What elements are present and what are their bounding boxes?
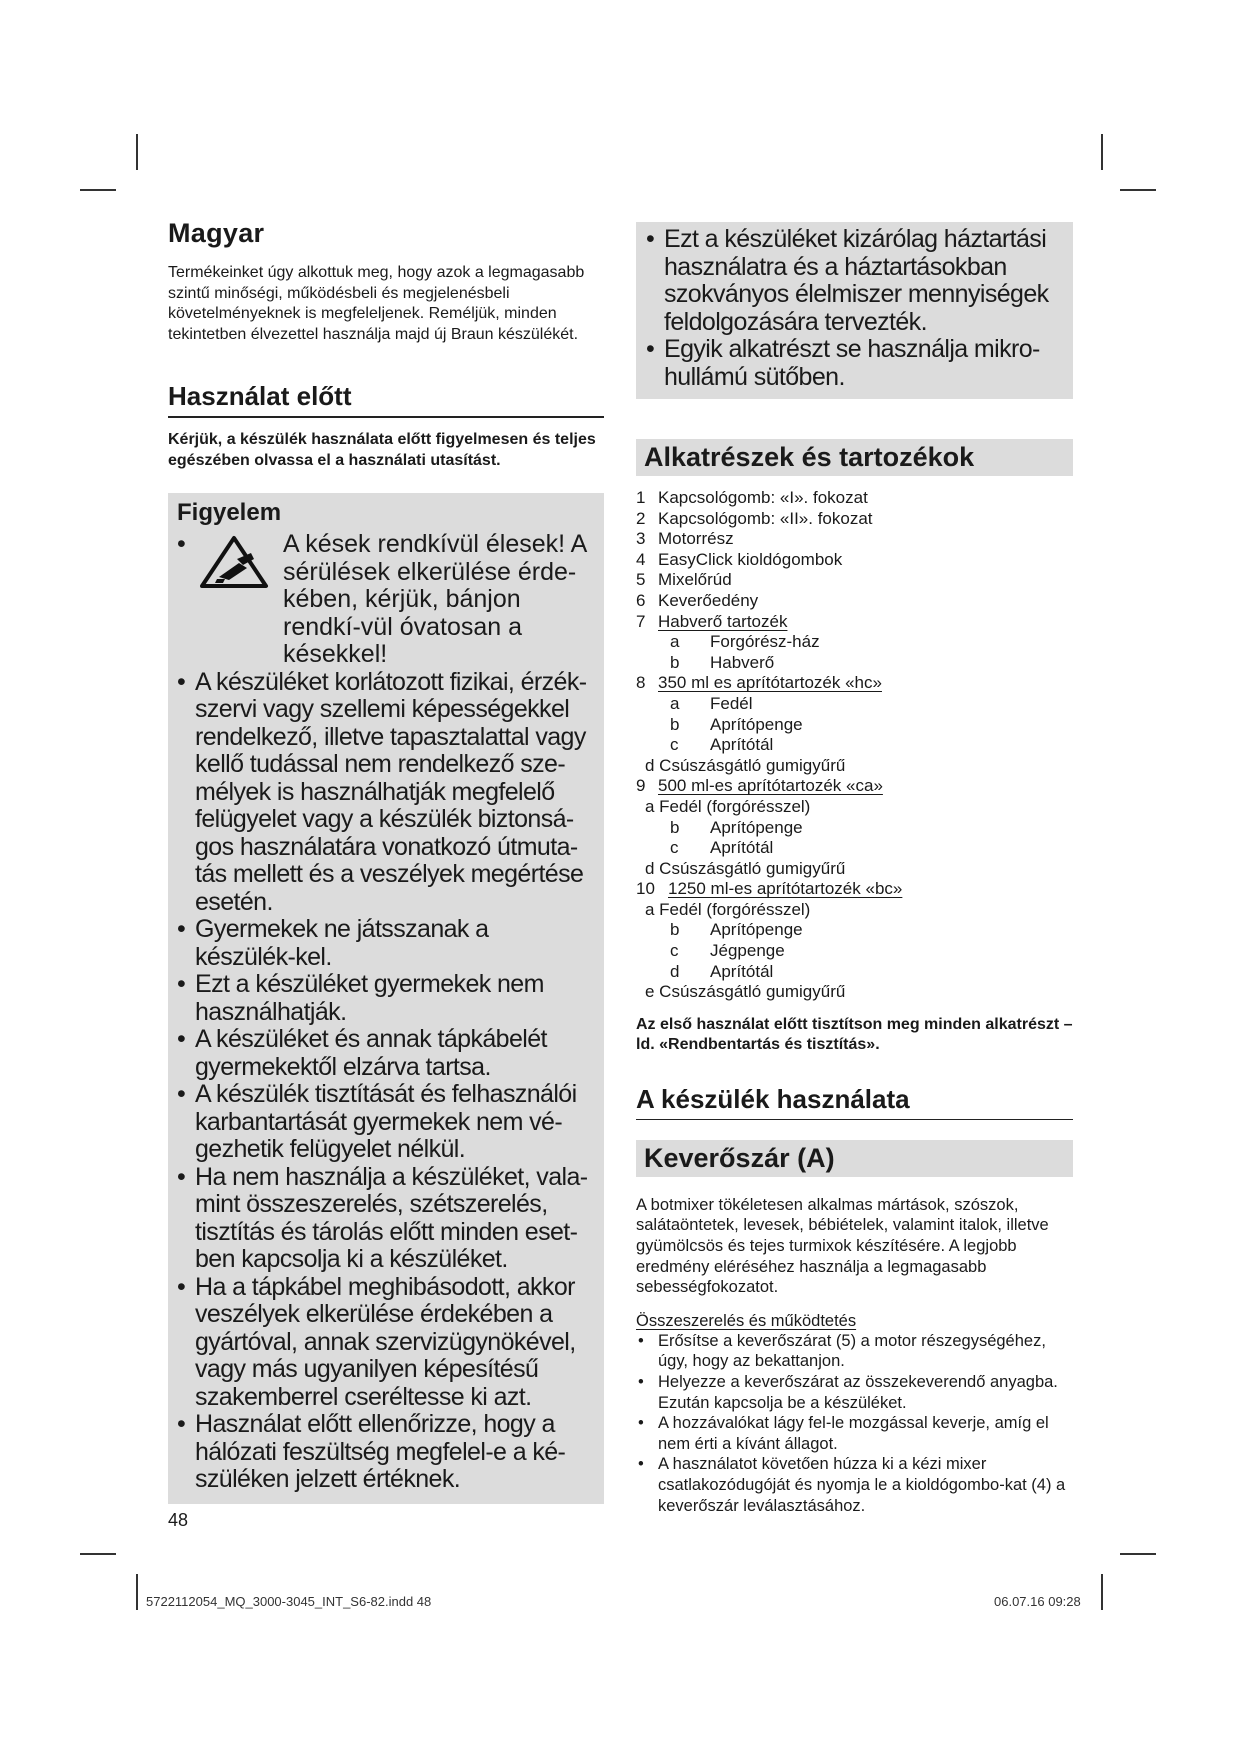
- warning-item-text: A készüléket és annak tápkábelét gyermekektől elzárva tartsa.: [195, 1025, 547, 1081]
- warning-item: • A készülék tisztítását és felhasználói karbantartását gyermekek nem vé-gezhetik felügyelet nélkül.: [177, 1081, 594, 1164]
- assembly-label: Összeszerelés és működtetés: [636, 1311, 857, 1330]
- warning-box: [168, 493, 604, 1504]
- crop-mark: [1120, 189, 1156, 191]
- warning-item: • Használat előtt ellenőrizze, hogy a hálózati feszültség megfelel-e a ké-szüléken jelzett értéknek.: [177, 1411, 594, 1494]
- assembly-list: [636, 1331, 1073, 1516]
- list-subitem: a Fedél (forgórésszel): [645, 899, 811, 919]
- warning-title: Figyelem: [177, 499, 282, 526]
- warning-item: • A készüléket korlátozott fizikai, érzék-szervi vagy szellemi képességekkel rendelkező, illetve tapasztalattal vagy kellő tudással nem rendelkező sze-mélyek is használhatják megfelelő felügyelet vagy a készülék biztonsá-gos használatára vonatkozó útmuta-tás mellett és a veszélyek megértése esetén.: [177, 669, 594, 917]
- list-item: 3 Motorrész: [636, 529, 734, 549]
- list-subitem: a Fedél: [670, 693, 753, 713]
- parts-heading: Alkatrészek és tartozékok: [636, 439, 1073, 476]
- before-use-text: Kérjük, a készülék használata előtt figyelmesen és teljes egészében olvassa el a használati utasítást.: [168, 431, 596, 469]
- list-subitem: d Csúszásgátló gumigyűrű: [645, 755, 846, 775]
- list-subitem: e Csúszásgátló gumigyűrű: [645, 982, 846, 1002]
- list-item: 5 Mixelőrúd: [636, 570, 732, 590]
- list-subitem: c Aprítótál: [670, 838, 774, 858]
- crop-mark: [80, 1553, 116, 1555]
- warning-item-text: Ezt a készüléket gyermekek nem használhatják.: [195, 970, 544, 1026]
- page-number: 48: [168, 1510, 189, 1530]
- footer-file: 5722112054_MQ_3000-3045_INT_S6-82.indd 48: [146, 1594, 432, 1609]
- list-subitem: b Habverő: [670, 652, 775, 672]
- list-item: 1 Kapcsológomb: «I». fokozat: [636, 488, 868, 507]
- list-subitem: d Csúszásgátló gumigyűrű: [645, 858, 846, 878]
- warning-item: • Ha nem használja a készüléket, vala-mint összeszerelés, szétszerelés, tisztítás és tárolás előtt minden eset-ben kapcsolja ki a készüléket.: [177, 1164, 594, 1274]
- before-use-heading: Használat előtt: [168, 381, 604, 418]
- parts-list: [636, 488, 1073, 1003]
- list-subitem: b Aprítópenge: [670, 817, 803, 837]
- warning-item-text: A készülék tisztítását és felhasználói karbantartását gyermekek nem vé-gezhetik felügyelet nélkül.: [195, 1080, 577, 1163]
- blender-heading: Keverőszár (A): [636, 1140, 1073, 1177]
- crop-mark: [80, 189, 116, 191]
- warning-item-text: Ezt a készüléket kizárólag háztartási használatra és a háztartásokban szokványos élelmiszer mennyiségek feldolgozására tervezték.: [664, 225, 1049, 336]
- list-item: 10 1250 ml-es aprítótartozék «bc»: [636, 879, 903, 899]
- crop-mark: [1101, 1574, 1103, 1610]
- list-item: 8 350 ml es aprítótartozék «hc»: [636, 673, 882, 693]
- blender-paragraph: A botmixer tökéletesen alkalmas mártások, szószok, salátaöntetek, levesek, bébiételek, valamint italok, illetve gyümölcsös és tejes turmixok készítésére. A legjobb eredmény eléréséhez használja a legmagasabb sebességfokozatot.: [636, 1195, 1049, 1297]
- list-subitem: a Forgórész-ház: [670, 632, 820, 652]
- bullet: •: [177, 530, 186, 558]
- crop-mark: [1120, 1553, 1156, 1555]
- footer-date: 06.07.16 09:28: [994, 1594, 1081, 1609]
- list-item: 6 Keverőedény: [636, 590, 759, 610]
- warning-item-text: Egyik alkatrészt se használja mikro-hullámú sütőben.: [664, 335, 1040, 391]
- list-subitem: b Aprítópenge: [670, 714, 803, 734]
- warning-item: • Gyermekek ne játsszanak a készülék-kel.: [177, 916, 594, 971]
- list-item: • A hozzávalókat lágy fel-le mozgással keverje, amíg el nem érti a kívánt állagot.: [638, 1414, 1049, 1453]
- cleaning-note: Az első használat előtt tisztítson meg minden alkatrészt – ld. «Rendbentartás és tisztítás».: [636, 1015, 1073, 1054]
- usage-warning-box: [636, 222, 1073, 399]
- warning-item: • Egyik alkatrészt se használja mikro-hullámú sütőben.: [646, 336, 1063, 391]
- right-column: [636, 222, 1073, 1516]
- warning-item: • Ezt a készüléket gyermekek nem használhatják.: [177, 971, 594, 1026]
- list-subitem: c Aprítótál: [670, 735, 774, 755]
- language-title: Magyar: [168, 218, 265, 248]
- list-item: 7 Habverő tartozék: [636, 611, 788, 631]
- warning-item: • Ha a tápkábel meghibásodott, akkor veszélyek elkerülése érdekében a gyártóval, annak szervizügynökével, vagy más ugyanilyen képesítésű szakemberrel cseréltesse ki azt.: [177, 1274, 594, 1412]
- sharp-blade-warning-icon: [195, 531, 283, 669]
- warning-item-text: A kések rendkívül élesek! A sérülések elkerülése érde-kében, kérjük, bánjon rendkí-vül óvatosan a késekkel!: [283, 530, 586, 668]
- crop-mark: [1101, 134, 1103, 170]
- crop-mark: [136, 134, 138, 170]
- warning-item-text: Ha nem használja a készüléket, vala-mint összeszerelés, szétszerelés, tisztítás és tárolás előtt minden eset-ben kapcsolja ki a készüléket.: [195, 1162, 588, 1273]
- warning-item-text: Használat előtt ellenőrizze, hogy a hálózati feszültség megfelel-e a ké-szüléken jelzett értéknek.: [195, 1410, 566, 1493]
- warning-item: • Ezt a készüléket kizárólag háztartási használatra és a háztartásokban szokványos élelmiszer mennyiségek feldolgozására tervezték.: [646, 226, 1063, 336]
- list-item: • Erősítse a keverőszárat (5) a motor részegységéhez, úgy, hogy az bekattanjon.: [638, 1331, 1046, 1371]
- list-subitem: b Aprítópenge: [670, 920, 803, 940]
- left-column: [168, 218, 604, 1504]
- warning-item-text: Gyermekek ne játsszanak a készülék-kel.: [195, 915, 489, 971]
- warning-item-text: A készüléket korlátozott fizikai, érzék-szervi vagy szellemi képességekkel rendelkező, illetve tapasztalattal vagy kellő tudással nem rendelkező sze-mélyek is használhatják megfelelő felügyelet vagy a készülék biztonsá-gos használatára vonatkozó útmuta-tás mellett és a veszélyek megértése esetén.: [195, 667, 587, 916]
- warning-item-text: Ha a tápkábel meghibásodott, akkor veszélyek elkerülése érdekében a gyártóval, annak szervizügynökével, vagy más ugyanilyen képesítésű szakemberrel cseréltesse ki azt.: [195, 1272, 576, 1411]
- usage-heading: A készülék használata: [636, 1084, 1073, 1120]
- list-subitem: d Aprítótál: [670, 961, 774, 981]
- list-subitem: a Fedél (forgórésszel): [645, 796, 811, 816]
- intro-paragraph: Termékeinket úgy alkottuk meg, hogy azok a legmagasabb szintű minőségi, működésbeli és megjelenésbeli követelményeknek is megfeleljenek. Reméljük, minden tekintetben élvezettel használja majd új Braun készülékét.: [168, 264, 585, 343]
- list-item: 9 500 ml-es aprítótartozék «ca»: [636, 776, 883, 796]
- warning-item: • A készüléket és annak tápkábelét gyermekektől elzárva tartsa.: [177, 1026, 594, 1081]
- list-item: • A használatot követően húzza ki a kézi mixer csatlakozódugóját és nyomja le a kioldógombo-kat (4) a keverőszár leválasztásához.: [638, 1455, 1066, 1515]
- list-subitem: c Jégpenge: [670, 941, 785, 961]
- list-item: 2 Kapcsológomb: «II». fokozat: [636, 508, 873, 528]
- crop-mark: [136, 1574, 138, 1610]
- warning-item-blades: [177, 531, 594, 669]
- list-item: • Helyezze a keverőszárat az összekeverendő anyagba. Ezután kapcsolja be a készüléket.: [638, 1373, 1058, 1412]
- list-item: 4 EasyClick kioldógombok: [636, 549, 843, 569]
